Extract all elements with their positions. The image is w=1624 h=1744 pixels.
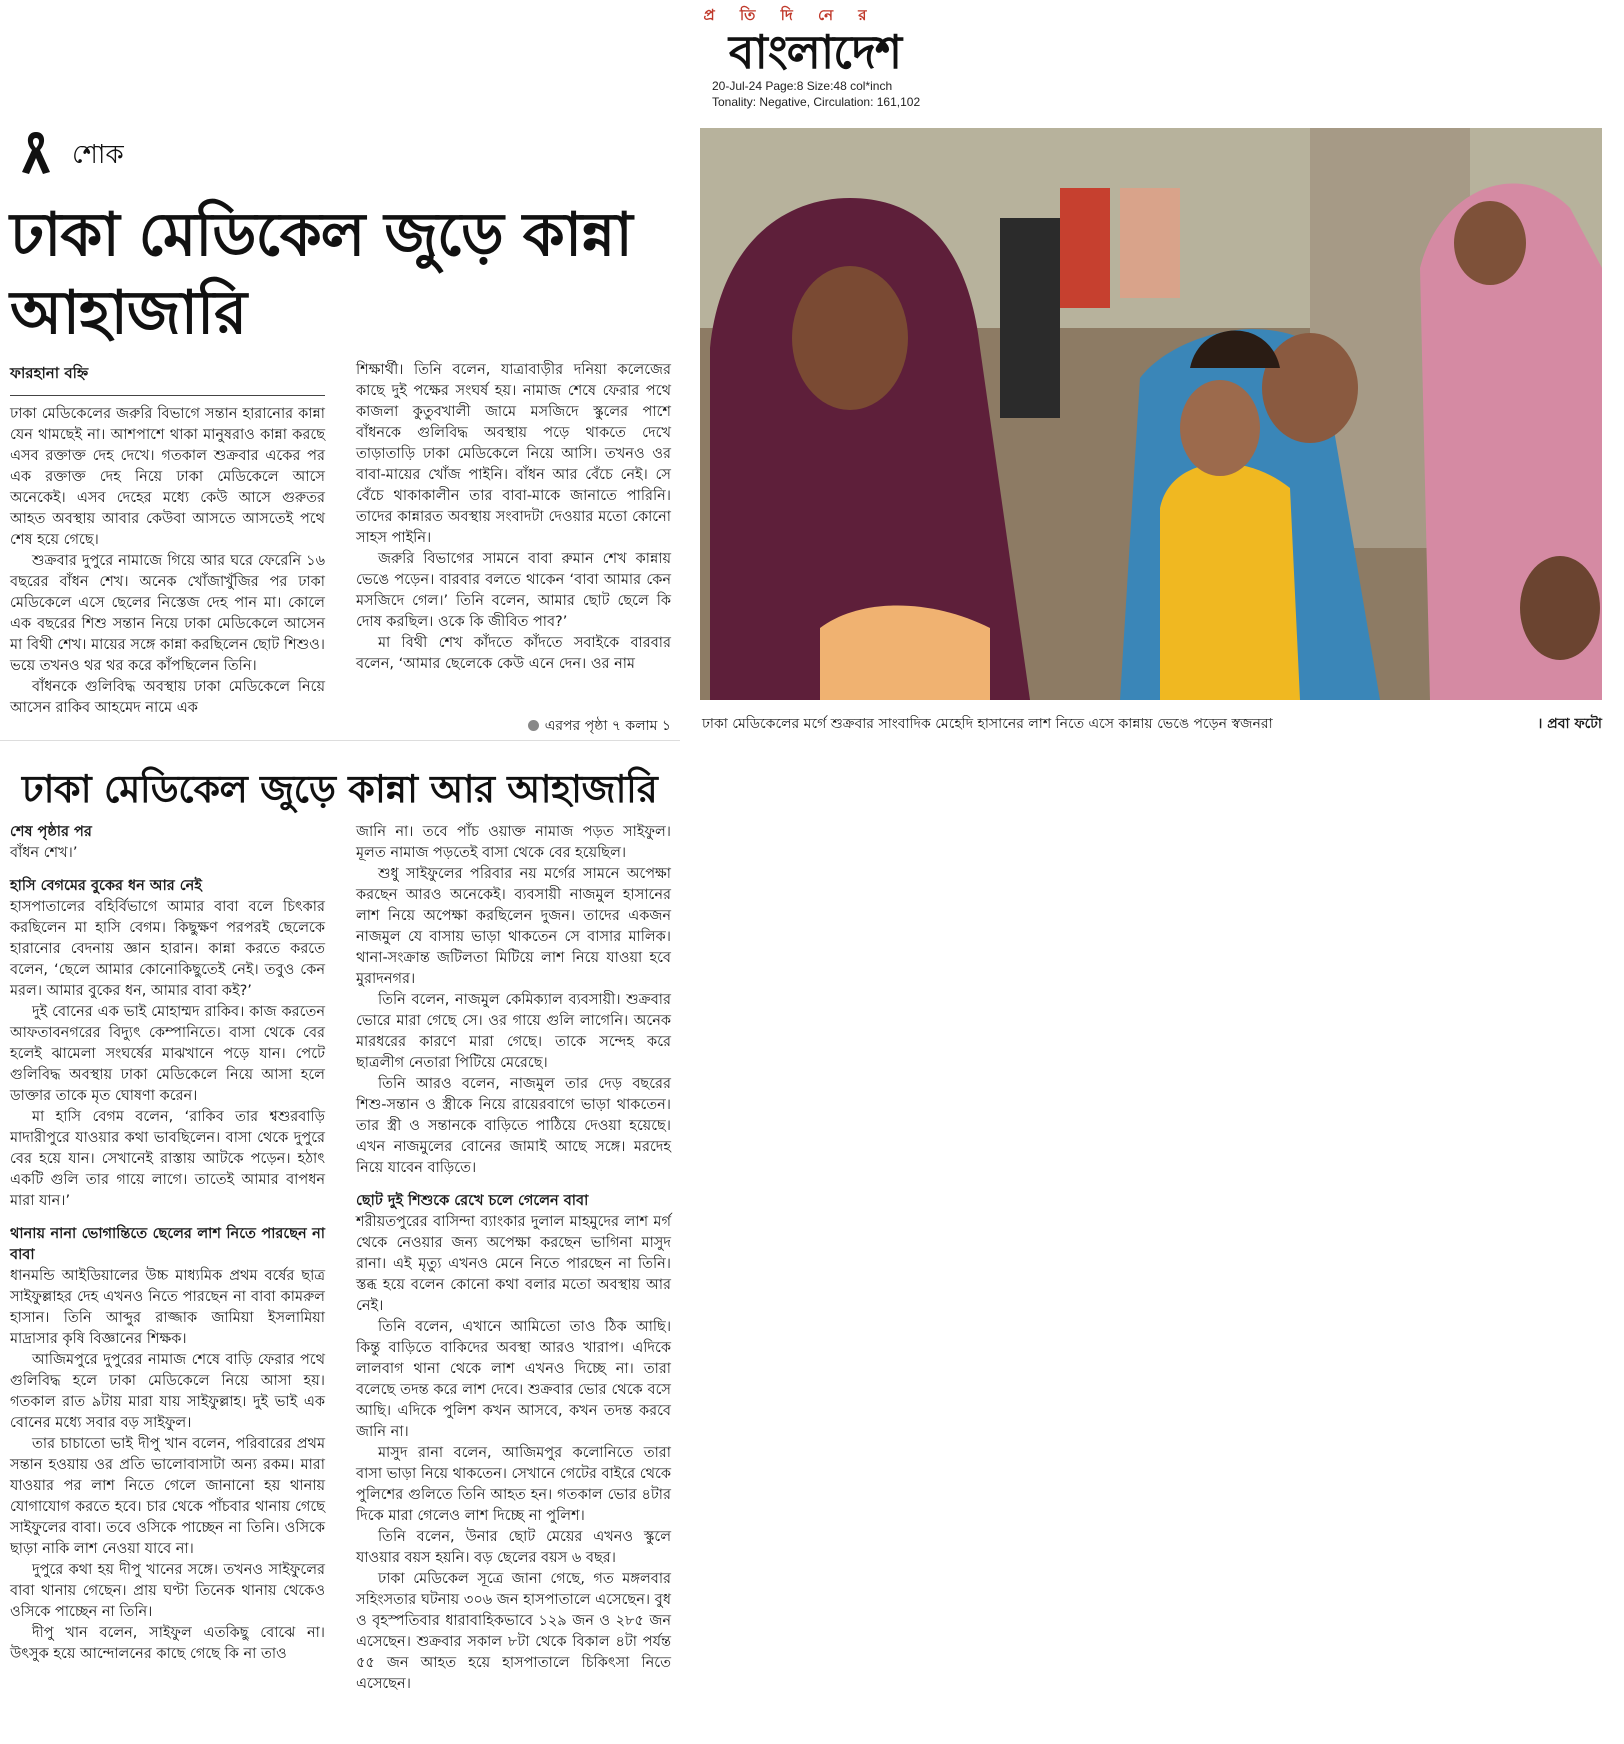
paragraph: আজিমপুরে দুপুরের নামাজ শেষে বাড়ি ফেরার পথে গুলিবিদ্ধ হলে ঢাকা মেডিকেলে নিয়ে আসা হয়। গতকাল রাত ৯টায় মারা যায় সাইফুল্লাহ। দুই ভাই এক বোনের মধ্যে সবার বড় সাইফুল। [10, 1352, 325, 1431]
jump-column-1 [10, 822, 325, 1665]
section-divider [0, 740, 680, 741]
jump-from-label: শেষ পৃষ্ঠার পর [10, 824, 92, 840]
paragraph: মা বিথী শেখ কাঁদতে কাঁদতে সবাইকে বারবার বলেন, ‘আমার ছেলেকে কেউ এনে দেন। ওর নাম [356, 635, 671, 672]
jump-headline: ঢাকা মেডিকেল জুড়ে কান্না আর আহাজারি [22, 767, 658, 811]
paragraph: দুই বোনের এক ভাই মোহাম্মদ রাকিব। কাজ করতেন আফতাবনগরের বিদ্যুৎ কেম্পানিতে। বাসা থেকে বের হলেই ঝামেলা সংঘর্ষের মাঝখানে পড়ে যান। পেটে গুলিবিদ্ধ অবস্থায় ঢাকা মেডিকেলে নিয়ে আসা হলে ডাক্তার তাকে মৃত ঘোষণা করেন। [10, 1004, 325, 1104]
photo-credit: । প্রবা ফটো [1537, 716, 1602, 732]
paragraph: শুক্রবার দুপুরে নামাজে গিয়ে আর ঘরে ফেরেনি ১৬ বছরের বাঁধন শেখ। অনেক খোঁজাখুঁজির পর ঢাকা মেডিকেলে এসে ছেলের নিস্তেজ দেহ পান মা। কোলে এক বছরের শিশু সন্তান নিয়ে ঢাকা মেডিকেলে আসেন মা বিথী শেখ। মায়ের সঙ্গে কান্না করছিলেন ছোট শিশুও। ভয়ে তখনও থর থর করে কাঁপছিলেন তিনি। [10, 553, 325, 674]
caption-text: ঢাকা মেডিকেলের মর্গে শুক্রবার সাংবাদিক মেহেদি হাসানের লাশ নিতে এসে কান্নায় ভেঙে পড়েন স্বজনরা [702, 716, 1273, 732]
paragraph: জরুরি বিভাগের সামনে বাবা রুমান শেখ কান্নায় ভেঙে পড়েন। বারবার বলতে থাকেন ‘বাবা আমার কেন মসজিদে গেল।’ তিনি বলেন, আমার ছোট ছেলে কি দোষ করছিল। ওকে কি জীবিত পাব?’ [356, 551, 671, 630]
jump-column-2 [356, 822, 671, 1695]
bullet-icon [528, 720, 539, 731]
photo-caption [702, 712, 1602, 736]
paragraph: হাসপাতালের বহির্বিভাগে আমার বাবা বলে চিৎকার করছিলেন মা হাসি বেগম। কিছুক্ষণ পরপরই ছেলেকে হারানোর বেদনায় জ্ঞান হারান। কান্না করতে করতে বলেন, ‘ছেলে আমার কোনোকিছুতেই নেই। তবুও কেন মরল। আমার বুকের ধন, আমার বাবা কই?’ [10, 899, 325, 999]
lead-column-1 [10, 404, 325, 719]
paragraph: শিক্ষার্থী। তিনি বলেন, যাত্রাবাড়ীর দনিয়া কলেজের কাছে দুই পক্ষের সংঘর্ষ হয়। নামাজ শেষে ফেরার পথে কাজলা কুতুবখালী জামে মসজিদে স্কুলের পাশে বাঁধনকে গুলিবিদ্ধ অবস্থায় পড়ে থাকতে দেখে তাড়াতাড়ি ঢাকা মেডিকেলে নিয়ে আসি। তখনও ওর বাবা-মায়ের খোঁজ পাইনি। বাঁধন আর বেঁচে নেই। সে বেঁচে থাকাকালীন তার বাবা-মাকে জানাতে পারিনি। তাদের কান্নারত অবস্থায় সংবাদটা দেওয়ার মতো কোনো সাহস পাইনি। [356, 362, 671, 546]
mourning-ribbon-icon [20, 128, 52, 176]
paragraph: তার চাচাতো ভাই দীপু খান বলেন, পরিবারের প্রথম সন্তান হওয়ায় ওর প্রতি ভালোবাসাটা অন্য রকম। মারা যাওয়ার পর লাশ নিতে গেলে জানানো হয় থানায় যোগাযোগ করতে হবে। চার থেকে পাঁচবার থানায় গেছে সাইফুলের বাবা। তবে ওসিকে পাচ্ছেন না তিনি। ওসিকে ছাড়া নাকি লাশ নেওয়া যাবে না। [10, 1436, 325, 1557]
paragraph: তিনি বলেন, এখানে আমিতো তাও ঠিক আছি। কিন্তু বাড়িতে বাকিদের অবস্থা আরও খারাপ। এদিকে লালবাগ থানা থেকে লাশ এখনও দিচ্ছে না। তারা বলেছে তদন্ত করে লাশ দেবে। শুক্রবার ভোর থেকে বসে আছি। এদিকে পুলিশ কখন আসবে, কখন তদন্ত করবে জানি না। [356, 1319, 671, 1440]
meta-line-1: 20-Jul-24 Page:8 Size:48 col*inch [712, 79, 893, 93]
masthead-logo: বাংলাদেশ [728, 25, 902, 79]
paragraph: শরীয়তপুরের বাসিন্দা ব্যাংকার দুলাল মাহমুদের লাশ মর্গ থেকে নেওয়ার জন্য অপেক্ষা করছেন ভাগিনা মাসুদ রানা। এই মৃত্যু এখনও মেনে নিতে পারছেন না তিনি। স্তব্ধ হয়ে বলেন কোনো কথা বলার মতো অবস্থায় আর নেই। [356, 1214, 671, 1314]
paragraph: জানি না। তবে পাঁচ ওয়াক্ত নামাজ পড়ত সাইফুল। মূলত নামাজ পড়তেই বাসা থেকে বের হয়েছিল। [356, 824, 671, 861]
paragraph: ঢাকা মেডিকেলের জরুরি বিভাগে সন্তান হারানোর কান্না যেন থামছেই না। আশপাশে থাকা মানুষরাও কান্না করছে এসব রক্তাক্ত দেহ দেখে। গতকাল শুক্রবার একের পর এক রক্তাক্ত দেহ নিয়ে ঢাকা মেডিকেলে আসে অনেকেই। এসব দেহের মধ্যে কেউ আসে গুরুতর আহত অবস্থায় আবার কেউবা আসতে আসতেই পথে শেষ হয়ে গেছে। [10, 406, 325, 548]
lead-column-2 [356, 360, 671, 675]
paragraph: শুধু সাইফুলের পরিবার নয় মর্গের সামনে অপেক্ষা করছেন আরও অনেকেই। ব্যবসায়ী নাজমুল হাসানের লাশ নিয়ে অপেক্ষা করছিলেন দুজন। তাদের একজন নাজমুল যে বাসায় ভাড়া থাকতেন সে বাসার মালিক। থানা-সংক্রান্ত জটিলতা মিটিয়ে লাশ নিয়ে যাওয়া হবে মুরাদনগর। [356, 866, 671, 987]
paragraph: মাসুদ রানা বলেন, আজিমপুর কলোনিতে তারা বাসা ভাড়া নিয়ে থাকতেন। সেখানে গেটের বাইরে থেকে পুলিশের গুলিতে তিনি আহত হন। গতকাল ভোর ৪টার দিকে মারা গেলেও লাশ দিচ্ছে না পুলিশ। [356, 1445, 671, 1524]
paragraph: দুপুরে কথা হয় দীপু খানের সঙ্গে। তখনও সাইফুলের বাবা থানায় গেছেন। প্রায় ঘণ্টা তিনেক থানায় থেকেও ওসিকে পাচ্ছেন না তিনি। [10, 1562, 325, 1620]
paragraph: তিনি আরও বলেন, নাজমুল তার দেড় বছরের শিশু-সন্তান ও স্ত্রীকে নিয়ে রায়েরবাগে ভাড়া থাকতেন। তার স্ত্রী ও সন্তানকে বাড়িতে পাঠিয়ে দেওয়া হয়েছে। এখন নাজমুলের বোনের জামাই আছে সঙ্গে। মরদেহ নিয়ে যাবেন বাড়িতে। [356, 1076, 671, 1176]
paragraph: ঢাকা মেডিকেল সূত্রে জানা গেছে, গত মঙ্গলবার সহিংসতার ঘটনায় ৩০৬ জন হাসপাতালে এসেছেন। বুধ ও বৃহস্পতিবার ধারাবাহিকভাবে ১২৯ জন ও ২৮৫ জন এসেছেন। শুক্রবার সকাল ৮টা থেকে বিকাল ৪টা পর্যন্ত ৫৫ জন আহত হয়ে হাসপাতালে চিকিৎসা নিতে এসেছেন। [356, 1571, 671, 1692]
section-kicker: শোক [72, 140, 124, 170]
byline: ফারহানা বহ্নি [10, 362, 325, 396]
paragraph: দীপু খান বলেন, সাইফুল এতকিছু বোঝে না। উৎসুক হয়ে আন্দোলনের কাছে গেছে কি না তাও [10, 1625, 325, 1662]
paragraph: মা হাসি বেগম বলেন, ‘রাকিব তার শ্বশুরবাড়ি মাদারীপুরে যাওয়ার কথা ভাবছিলেন। বাসা থেকে দুপুরে বের হয়ে যান। সেখানেই রাস্তায় আটকে পড়েন। হঠাৎ একটি গুলি তার গায়ে লাগে। তাতেই আমার বাপধন মারা যান।’ [10, 1109, 325, 1209]
paragraph: বাঁধনকে গুলিবিদ্ধ অবস্থায় ঢাকা মেডিকেলে নিয়ে আসেন রাকিব আহমেদ নামে এক [10, 679, 325, 716]
page-title: ঢাকা মেডিকেল জুড়ে কান্না আহাজারি [10, 200, 632, 348]
subheading: ছোট দুই শিশুকে রেখে চলে গেলেন বাবা [356, 1193, 589, 1209]
continued-label: এরপর পৃষ্ঠা ৭ কলাম ১ [544, 718, 671, 734]
paragraph: ধানমন্ডি আইডিয়ালের উচ্চ মাধ্যমিক প্রথম বর্ষের ছাত্র সাইফুল্লাহর দেহ এখনও নিতে পারছেন না বাবা কামরুল হাসান। তিনি আব্দুর রাজ্জাক জামিয়া ইসলামিয়া মাদ্রাসার কৃষি বিজ্ঞানের শিক্ষক। [10, 1268, 325, 1347]
news-photo [700, 128, 1602, 700]
subheading: হাসি বেগমের বুকের ধন আর নেই [10, 878, 202, 894]
meta-line-2: Tonality: Negative, Circulation: 161,102 [712, 95, 921, 109]
subheading: থানায় নানা ভোগান্তিতে ছেলের লাশ নিতে পারছেন না বাবা [10, 1226, 325, 1263]
masthead-tagline: প্র তি দি নে র [703, 6, 877, 24]
paragraph: তিনি বলেন, নাজমুল কেমিক্যাল ব্যবসায়ী। শুক্রবার ভোরে মারা গেছে সে। ওর গায়ে গুলি লাগেনি। অনেক মারধরের কারণে মারা গেছে। তাকে সন্দেহ করে ছাত্রলীগ নেতারা পিটিয়ে মেরেছে। [356, 992, 671, 1071]
paragraph: বাঁধন শেখ।’ [10, 845, 78, 861]
continued-note [356, 714, 671, 738]
photo-illustration [700, 128, 1602, 700]
clipping-meta [712, 78, 920, 110]
paragraph: তিনি বলেন, উনার ছোট মেয়ের এখনও স্কুলে যাওয়ার বয়স হয়নি। বড় ছেলের বয়স ৬ বছর। [356, 1529, 671, 1566]
